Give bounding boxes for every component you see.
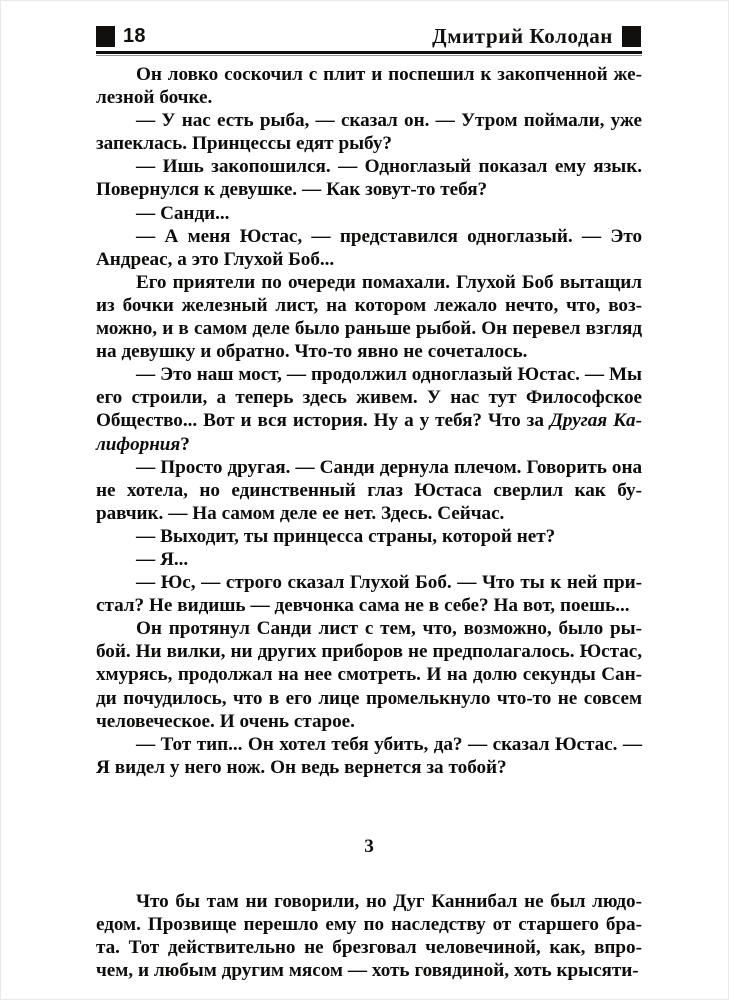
- paragraph-text-after-title: ?: [180, 433, 190, 455]
- paragraph-text-before-title: — Это наш мост, — продолжил одноглазый Юстас. — Мы его строили, а теперь здесь живем. У нас тут Философское Общество... Вот и вся история. Ну а у тебя? Что за: [96, 364, 642, 432]
- paragraph: — Тот тип... Он хотел тебя убить, да? — сказал Юстас. — Я видел у него нож. Он ведь вернется за тобой?: [96, 733, 642, 778]
- paragraph: — Выходит, ты принцесса страны, которой нет?: [136, 525, 556, 547]
- paragraph: — Санди...: [136, 202, 230, 224]
- black-square-ornament-icon: [622, 26, 641, 47]
- paragraph: Его приятели по очереди помахали. Глухой Боб вытащил из бочки железный лист, на котором лежало нечто, что, возможно, и в самом деле было раньше рыбой. Он перевел взгляд на девушку и обратно. Что-то явно не сочеталось.: [96, 271, 642, 363]
- paragraph: — Просто другая. — Санди дернула плечом. Говорить она не хотела, но единственный глаз Юстаса сверлил как буравчик. — На самом деле ее нет. Здесь. Сейчас.: [96, 456, 642, 524]
- paragraph-with-italic-title: [96, 363, 642, 455]
- running-header: [96, 21, 641, 51]
- black-square-ornament-icon: [96, 26, 115, 47]
- chapter-spacer: [96, 779, 642, 835]
- header-left-group: [96, 25, 146, 48]
- paragraph: Он ловко соскочил с плит и поспешил к закопченной железной бочке.: [96, 64, 642, 109]
- paragraph: Он протянул Санди лист с тем, что, возможно, было рыбой. Ни вилки, ни других приборов не предполагалось. Юстас, хмурясь, продолжал на нее смотреть. И на долю секунды Санди почудилось, что в его лице промелькнуло что-то не совсем человеческое. И очень старое.: [96, 618, 642, 732]
- paragraph: — Ишь закопошился. — Одноглазый показал ему язык. Повернулся к девушке. — Как зовут-то тебя?: [96, 156, 642, 201]
- paragraph: — А меня Юстас, — представился одноглазый. — Это Андреас, а это Глухой Боб...: [96, 225, 642, 270]
- text-column: [96, 63, 642, 982]
- header-right-group: [432, 24, 641, 49]
- page-number: 18: [123, 24, 146, 47]
- closing-paragraph: Что бы там ни говорили, но Дуг Каннибал не был людоедом. Прозвище перешло ему по наследству от старшего брата. Тот действительно не брезговал человечиной, как, впрочем, и любым другим мясом — хоть говядиной, хоть крысяти-: [96, 891, 642, 982]
- chapter-number: 3: [364, 835, 374, 857]
- paragraph: — Юс, — строго сказал Глухой Боб. — Что ты к ней пристал? Не видишь — девчонка сама не в себе? На вот, поешь...: [96, 572, 642, 617]
- paragraph: — Я...: [136, 548, 189, 570]
- post-chapter-spacer: [96, 858, 642, 890]
- author-name: Дмитрий Колодан: [432, 23, 613, 48]
- paragraph: — У нас есть рыба, — сказал он. — Утром поймали, уже запеклась. Принцессы едят рыбу?: [96, 110, 642, 155]
- header-rule-divider: [96, 51, 642, 54]
- italic-book-title: Другая Калифорния: [96, 410, 642, 455]
